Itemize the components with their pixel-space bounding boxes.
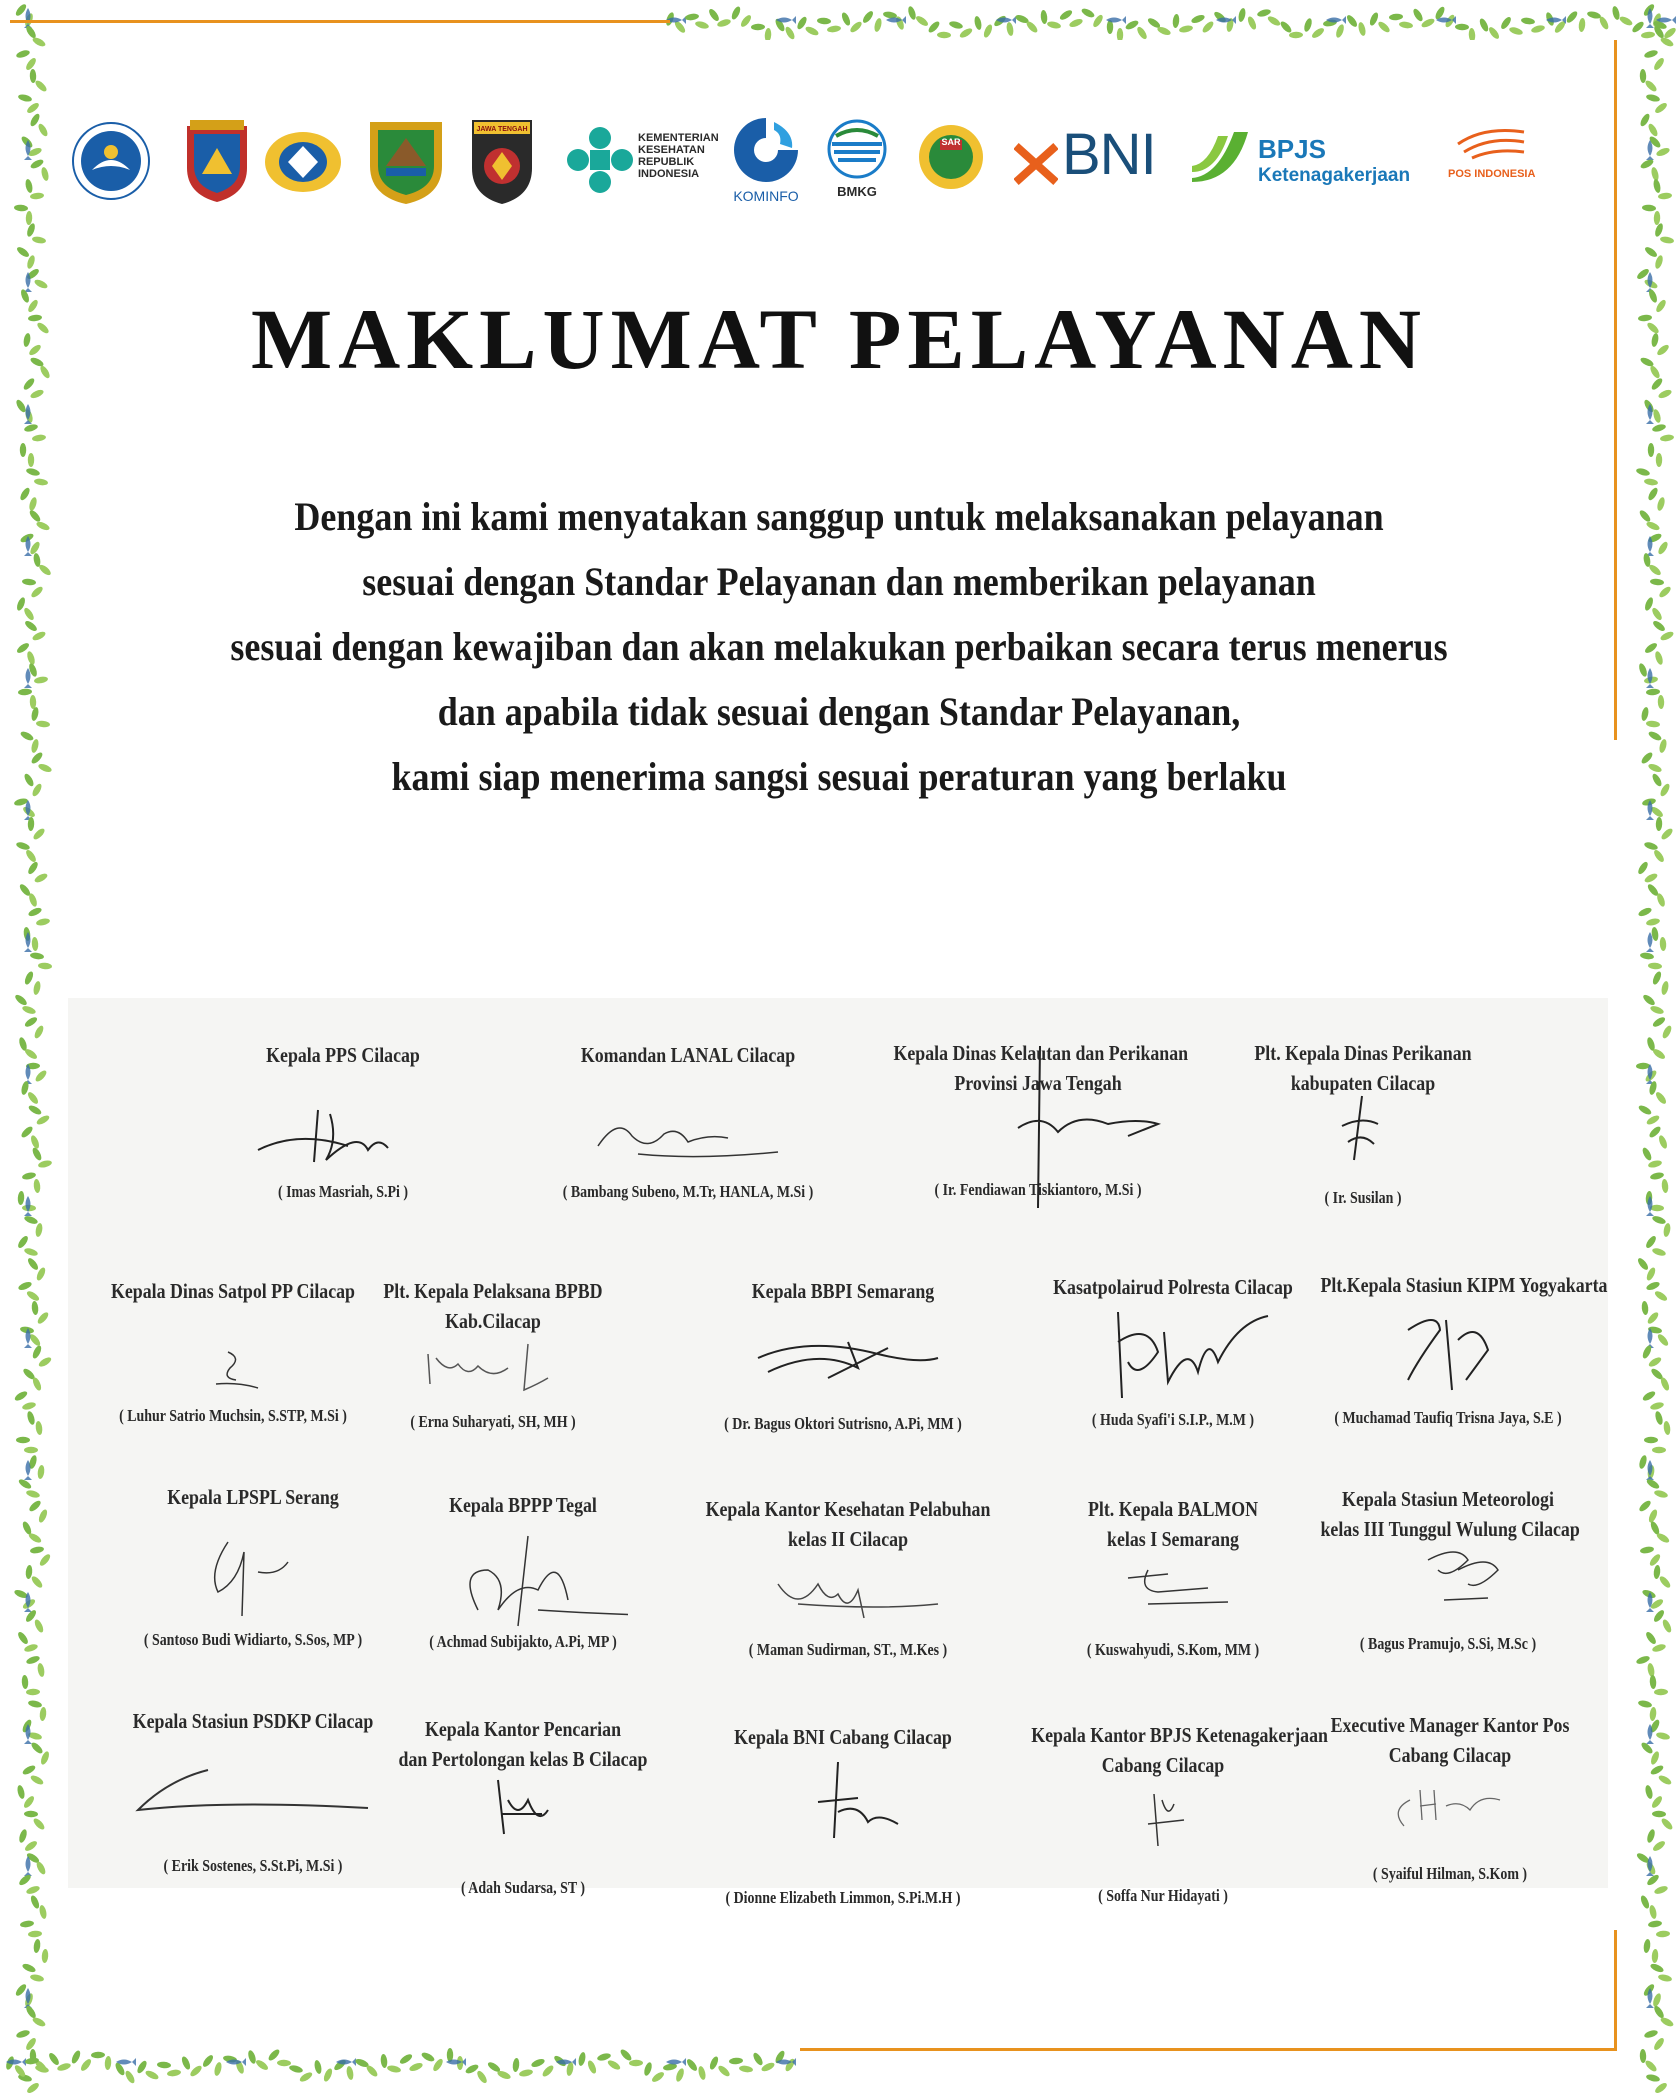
- signature-image: [1350, 1770, 1560, 1840]
- signatory-block: [868, 1038, 1208, 1218]
- signatory-name: ( Huda Syafi'i S.I.P., M.M ): [1091, 1410, 1255, 1429]
- bpjs-logo-mark: [1188, 126, 1254, 184]
- signature-panel: [68, 998, 1608, 1907]
- signatory-title-line-2: Cabang Cilacap: [1101, 1753, 1225, 1777]
- signature-image: [418, 1530, 628, 1630]
- signatory-block: [1208, 1038, 1518, 1218]
- signatory-title-line-2: Provinsi Jawa Tengah: [954, 1071, 1122, 1095]
- signature-image: [108, 1750, 388, 1820]
- signatory-title: Kepala Kantor Kesehatan Pelabuhan: [705, 1497, 991, 1521]
- signatory-block: [368, 1714, 678, 1897]
- signature-image: [738, 1752, 948, 1842]
- signatory-title: Plt. Kepala BALMON: [1087, 1497, 1259, 1521]
- bmkg-logo: [826, 116, 888, 182]
- signature-image: [1068, 1548, 1278, 1618]
- signatory-block: [678, 1494, 1018, 1674]
- polda-jateng-logo: [468, 116, 536, 206]
- signatory-block: [368, 1490, 678, 1670]
- signatory-name: ( Adah Sudarsa, ST ): [460, 1878, 586, 1897]
- kominfo-logo-text: KOMINFO: [733, 188, 799, 204]
- jawa-tengah-logo: [364, 116, 448, 206]
- signatory-title-line-2: kabupaten Cilacap: [1290, 1071, 1436, 1095]
- frame-line-bottom: [800, 2048, 1617, 2051]
- sar-logo: [916, 122, 986, 192]
- signatory-title: Kepala Dinas Satpol PP Cilacap: [110, 1279, 355, 1303]
- bni-logo-mark: [1014, 142, 1058, 186]
- signature-image: [1258, 1092, 1468, 1162]
- signature-image: [418, 1770, 628, 1840]
- service-statement: [174, 484, 1504, 809]
- pos-logo: POS INDONESIA: [1448, 168, 1536, 180]
- kemenkes-logo: [564, 124, 636, 196]
- lanal-logo: [258, 122, 348, 202]
- signatory-title: Kepala LPSPL Serang: [167, 1485, 339, 1509]
- signatory-block: [98, 1482, 408, 1662]
- signatory-block: [688, 1722, 998, 1907]
- signatory-name: ( Erik Sostenes, S.St.Pi, M.Si ): [163, 1856, 343, 1875]
- signatory-block: [688, 1276, 998, 1456]
- signature-image: [238, 1100, 448, 1170]
- signatory-name: ( Erna Suharyati, SH, MH ): [410, 1412, 576, 1431]
- signatory-name: ( Santoso Budi Widiarto, S.Sos, MP ): [143, 1630, 363, 1649]
- signatory-name: ( Luhur Satrio Muchsin, S.STP, M.Si ): [119, 1406, 347, 1425]
- sar-logo-text: SAR: [941, 137, 961, 147]
- page-title: MAKLUMAT PELAYANAN: [251, 291, 1427, 387]
- signatory-block: [1298, 1484, 1598, 1664]
- signature-image: [1348, 1540, 1558, 1610]
- frame-line-bottom-right: [1614, 1930, 1617, 2048]
- signatory-title: Kepala Dinas Kelautan dan Perikanan: [893, 1041, 1189, 1065]
- signatory-name: ( Kuswahyudi, S.Kom, MM ): [1086, 1640, 1260, 1659]
- signature-image: [148, 1532, 358, 1622]
- statement-line: kami siap menerima sangsi sesuai peraturan yang berlaku: [391, 754, 1287, 799]
- signature-image: [1068, 1302, 1278, 1402]
- signature-image: [388, 1334, 598, 1404]
- bni-logo: BNI: [1062, 122, 1156, 187]
- signatory-name: ( Ir. Susilan ): [1324, 1188, 1402, 1207]
- signature-image: [738, 1328, 948, 1398]
- signatory-block: [338, 1276, 648, 1456]
- signatory-name: ( Ir. Fendiawan Tiskiantoro, M.Si ): [934, 1180, 1142, 1199]
- signatory-name: ( Soffa Nur Hidayati ): [1098, 1886, 1228, 1905]
- partner-logos: [70, 108, 1570, 208]
- signatory-name: ( Bagus Pramujo, S.Si, M.Sc ): [1359, 1634, 1537, 1653]
- signatory-block: [518, 1040, 858, 1220]
- bpjs-logo-subtext: Ketenagakerjaan: [1258, 165, 1411, 186]
- signatory-title: Kepala Stasiun PSDKP Cilacap: [132, 1709, 374, 1733]
- signatory-title-line-2: kelas I Semarang: [1107, 1527, 1239, 1551]
- signatory-name: ( Muchamad Taufiq Trisna Jaya, S.E ): [1334, 1408, 1562, 1427]
- statement-line: Dengan ini kami menyatakan sanggup untuk melaksanakan pelayanan: [294, 494, 1384, 539]
- kominfo-logo: [726, 114, 806, 190]
- statement-line: sesuai dengan Standar Pelayanan dan memberikan pelayanan: [362, 559, 1316, 604]
- signatory-title: Executive Manager Kantor Pos: [1330, 1713, 1570, 1737]
- frame-line-top: [10, 20, 670, 23]
- signatory-block: [1008, 1720, 1328, 1905]
- signature-image: [128, 1332, 338, 1402]
- signatory-name: ( Imas Masriah, S.Pi ): [277, 1182, 409, 1201]
- signatory-title-line-2: Kab.Cilacap: [445, 1309, 541, 1333]
- signatory-title-line-2: kelas III Tunggul Wulung Cilacap: [1320, 1517, 1580, 1541]
- signatory-title-line-2: Cabang Cilacap: [1388, 1743, 1512, 1767]
- signatory-title: Kepala BBPI Semarang: [751, 1279, 935, 1303]
- floral-border-top: [660, 0, 1678, 40]
- signatory-block: [98, 1706, 408, 1886]
- signatory-title: Kepala Kantor Pencarian: [424, 1717, 622, 1741]
- signatory-name: ( Achmad Subijakto, A.Pi, MP ): [429, 1632, 617, 1651]
- signatory-block: [1298, 1270, 1608, 1450]
- signature-image: [738, 1554, 948, 1624]
- statement-line: dan apabila tidak sesuai dengan Standar Pelayanan,: [437, 689, 1241, 734]
- svg-text:JAWA TENGAH: JAWA TENGAH: [476, 126, 528, 133]
- statement-line: sesuai dengan kewajiban dan akan melakukan perbaikan secara terus menerus: [230, 624, 1448, 669]
- bmkg-logo-text: BMKG: [837, 184, 877, 199]
- signatory-block: [1300, 1710, 1600, 1890]
- signatory-title: Kepala BNI Cabang Cilacap: [734, 1725, 952, 1749]
- signature-image: [578, 1106, 788, 1176]
- signatory-title: Kepala BPPP Tegal: [449, 1493, 597, 1517]
- signatory-block: [188, 1040, 498, 1220]
- kemenkes-logo-text: KEMENTERIAN KESEHATAN REPUBLIK INDONESIA: [638, 132, 719, 180]
- signatory-title: Plt.Kepala Stasiun KIPM Yogyakarta: [1320, 1273, 1608, 1297]
- signatory-name: ( Dionne Elizabeth Limmon, S.Pi.M.H ): [725, 1888, 961, 1907]
- signatory-title-line-2: dan Pertolongan kelas B Cilacap: [398, 1747, 648, 1771]
- signatory-title: Kepala Kantor BPJS Ketenagakerjaan: [1031, 1723, 1328, 1747]
- signatory-title: Plt. Kepala Pelaksana BPBD: [383, 1279, 603, 1303]
- signatory-block: [1018, 1494, 1328, 1674]
- signatory-name: ( Maman Sudirman, ST., M.Kes ): [748, 1640, 948, 1659]
- signatory-block: [1018, 1272, 1328, 1452]
- pos-logo-mark: [1454, 124, 1528, 164]
- signatory-title: Kasatpolairud Polresta Cilacap: [1053, 1275, 1293, 1299]
- signatory-title: Plt. Kepala Dinas Perikanan: [1254, 1041, 1472, 1065]
- signatory-name: ( Syaiful Hilman, S.Kom ): [1372, 1864, 1528, 1883]
- signature-image: [1348, 1300, 1558, 1400]
- signatory-title: Kepala Stasiun Meteorologi: [1342, 1487, 1554, 1511]
- signatory-title: Kepala PPS Cilacap: [266, 1043, 420, 1067]
- signatory-name: ( Bambang Subeno, M.Tr, HANLA, M.Si ): [562, 1182, 814, 1201]
- frame-line-right: [1614, 40, 1617, 740]
- cilacap-logo: [182, 118, 252, 204]
- kkp-logo: [70, 120, 152, 202]
- bpjs-logo: BPJS: [1258, 134, 1326, 164]
- signatory-title-line-2: kelas II Cilacap: [787, 1527, 909, 1551]
- signature-image: [1058, 1780, 1268, 1850]
- floral-border-bottom: [0, 2042, 800, 2098]
- signatory-name: ( Dr. Bagus Oktori Sutrisno, A.Pi, MM ): [724, 1414, 962, 1433]
- signatory-title: Komandan LANAL Cilacap: [580, 1043, 796, 1067]
